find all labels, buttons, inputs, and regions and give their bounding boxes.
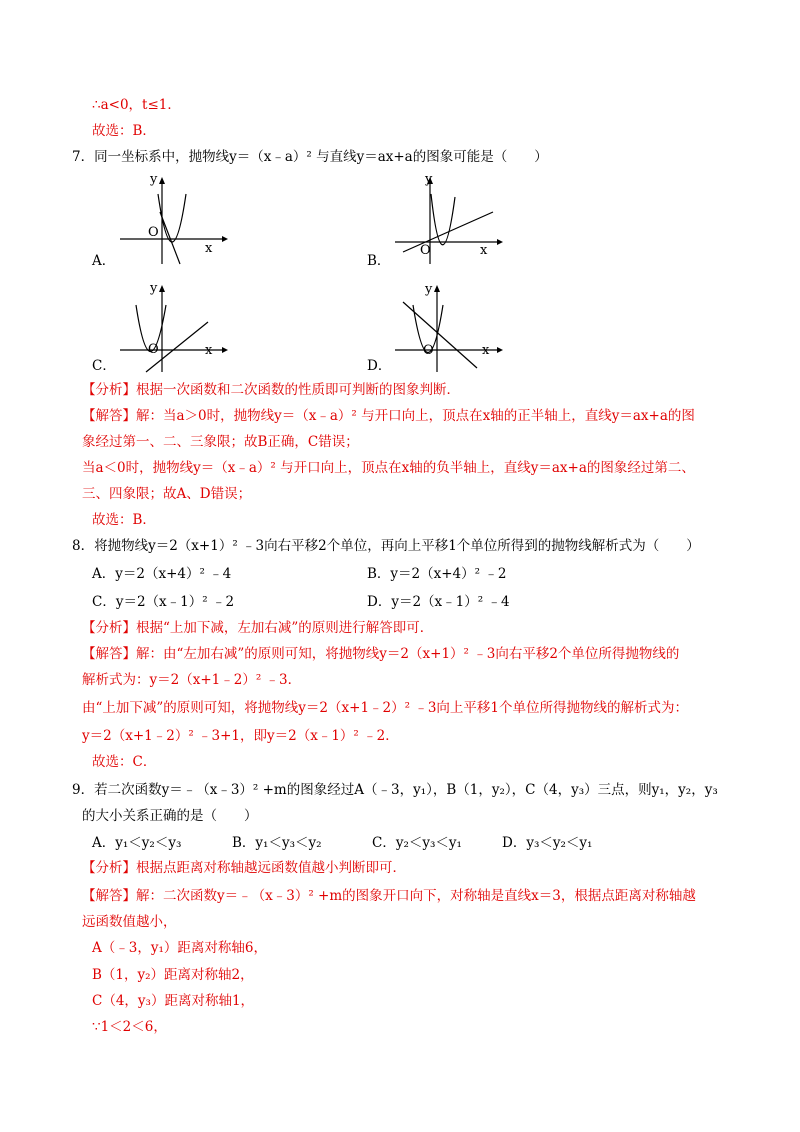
- q7-c-origin: O: [148, 342, 159, 357]
- q8-answer-line-1: 【解答】解：由“左加右减”的原则可知，将抛物线y＝2（x+1）² ﹣3向右平移2个单位所得抛物线的: [82, 646, 680, 662]
- q7-d-axis-y: y: [425, 282, 433, 297]
- prev-conclusion: ∴a<0，t≤1．: [92, 97, 181, 113]
- q8-option-a: A．y＝2（x+4）² ﹣4: [92, 566, 232, 582]
- q7-stem: 7．同一坐标系中，抛物线y＝（x﹣a）² 与直线y＝ax+a的图象可能是（ ）: [72, 149, 548, 165]
- q9-answer-line-6: ∵1＜2＜6，: [92, 1019, 167, 1035]
- q9-option-a: A．y₁＜y₂＜y₃: [92, 835, 182, 851]
- q9-answer-line-3: A（﹣3，y₁）距离对称轴6，: [92, 940, 267, 956]
- q7-a-axis-y: y: [150, 172, 158, 187]
- q9-answer-line-5: C（4，y₃）距离对称轴1，: [92, 993, 255, 1009]
- q7-d-origin: O: [423, 343, 434, 358]
- q8-stem: 8．将抛物线y＝2（x+1）² ﹣3向右平移2个单位，再向上平移1个单位所得到的抛物线解析式为（ ）: [72, 538, 700, 554]
- q8-option-b: B．y＝2（x+4）² ﹣2: [367, 566, 507, 582]
- q7-answer-line-2: 象经过第一、二、三象限；故B正确，C错误；: [82, 434, 359, 450]
- q7-d-axis-x: x: [482, 343, 490, 358]
- q7-graph-c: [110, 280, 230, 375]
- q8-choice: 故选：C．: [92, 754, 157, 770]
- q7-option-a: A．: [92, 253, 116, 269]
- q8-answer-line-4: y＝2（x+1﹣2）² ﹣3+1，即y＝2（x﹣1）² ﹣2．: [82, 728, 399, 744]
- q9-answer-line-1: 【解答】解：二次函数y＝﹣（x﹣3）² +m的图象开口向下，对称轴是直线x＝3，根据点距离对称轴越: [82, 888, 696, 904]
- q7-b-axis-y: y: [425, 172, 433, 187]
- q7-option-d: D．: [367, 358, 392, 374]
- q7-c-axis-y: y: [150, 281, 158, 296]
- q7-b-origin: O: [420, 243, 431, 258]
- q7-choice: 故选：B．: [92, 512, 156, 528]
- q9-stem-line-1: 9．若二次函数y＝﹣（x﹣3）² +m的图象经过A（﹣3，y₁），B（1，y₂），C（4，y₃）三点，则y₁，y₂，y₃: [72, 782, 718, 798]
- q9-option-b: B．y₁＜y₃＜y₂: [232, 835, 322, 851]
- q7-answer-line-1: 【解答】解：当a＞0时，抛物线y＝（x﹣a）² 与开口向上，顶点在x轴的正半轴上，直线y＝ax+a的图: [82, 408, 695, 424]
- q7-b-axis-x: x: [480, 243, 488, 258]
- q7-a-axis-x: x: [205, 241, 213, 256]
- q7-option-c: C．: [92, 358, 116, 374]
- q9-option-c: C．y₂＜y₃＜y₁: [372, 835, 462, 851]
- q9-option-d: D．y₃＜y₂＜y₁: [502, 835, 593, 851]
- q8-answer-line-2: 解析式为：y＝2（x+1﹣2）² ﹣3．: [82, 672, 302, 688]
- q9-stem-line-2: 的大小关系正确的是（ ）: [82, 808, 258, 824]
- q7-answer-line-4: 三、四象限；故A、D错误；: [82, 486, 252, 502]
- prev-choice: 故选：B．: [92, 123, 156, 139]
- q8-option-d: D．y＝2（x﹣1）² ﹣4: [367, 594, 510, 610]
- q9-answer-line-4: B（1，y₂）距离对称轴2，: [92, 967, 254, 983]
- q7-a-origin: O: [148, 225, 159, 240]
- q7-answer-line-3: 当a＜0时，抛物线y＝（x﹣a）² 与开口向上，顶点在x轴的负半轴上，直线y＝ax+a的图象经过第二、: [82, 460, 695, 476]
- q7-option-b: B．: [367, 253, 391, 269]
- q8-option-c: C．y＝2（x﹣1）² ﹣2: [92, 594, 235, 610]
- q7-analysis: 【分析】根据一次函数和二次函数的性质即可判断的图象判断．: [82, 382, 460, 398]
- q7-graph-d: [385, 280, 505, 375]
- q9-answer-line-2: 远函数值越小，: [82, 914, 177, 930]
- q9-analysis: 【分析】根据点距离对称轴越远函数值越小判断即可．: [82, 860, 406, 876]
- q8-answer-line-3: 由“上加下减”的原则可知，将抛物线y＝2（x+1﹣2）² ﹣3向上平移1个单位所得抛物线的解析式为：: [82, 700, 689, 716]
- q8-analysis: 【分析】根据“上加下减，左加右减”的原则进行解答即可．: [82, 620, 434, 636]
- q7-c-axis-x: x: [205, 343, 213, 358]
